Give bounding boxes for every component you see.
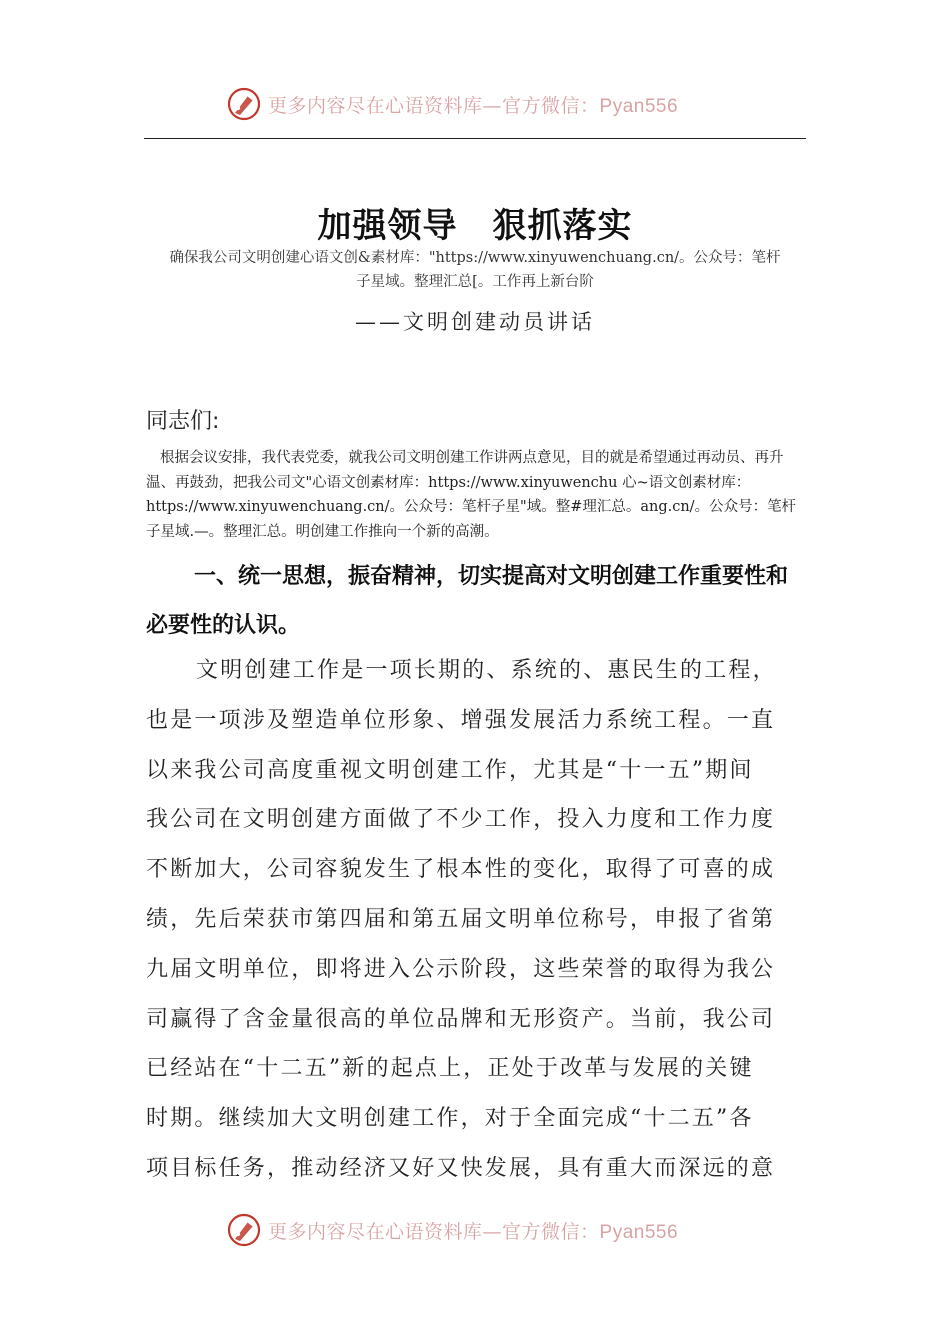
- body-line: 项目标任务，推动经济又好又快发展，具有重大而深远的意: [146, 1155, 776, 1181]
- body-line: 司赢得了含金量很高的单位品牌和无形资产。当前，我公司: [146, 1006, 776, 1032]
- speech-subtitle: ——文明创建动员讲话: [355, 310, 595, 334]
- pen-nib-logo-icon: [226, 1212, 262, 1248]
- footer-banner-label: 更多内容尽在心语资料库—官方微信：: [268, 1220, 600, 1243]
- body-paragraph: [146, 646, 808, 1194]
- footer-banner-text: [268, 1217, 678, 1244]
- greeting: 同志们:: [146, 409, 220, 434]
- header-banner-label: 更多内容尽在心语资料库—官方微信：: [268, 94, 600, 117]
- intro-paragraph: 根据会议安排，我代表党委，就我公司文明创建工作讲两点意见，目的就是希望通过再动员、再升温、再鼓劲，把我公司文"心语文创素材库：https://www.xinyuwenchu 心~语文创素材库：https://www.xinyuwenchuang.cn/。公众号：笔杆子星"域。整#理汇总。ang.cn/。公众号：笔杆子星域.—。整理汇总。明创建工作推向一个新的高潮。: [146, 450, 797, 540]
- body-line: 时期。继续加大文明创建工作，对于全面完成“十二五”各: [146, 1106, 754, 1132]
- header-banner-text: [268, 91, 678, 118]
- footer-banner: [226, 1210, 678, 1250]
- body-line: 以来我公司高度重视文明创建工作，尤其是“十一五”期间: [146, 757, 754, 783]
- section-heading-1: 一、统一思想，振奋精神，切实提高对文明创建工作重要性和必要性的认识。: [146, 564, 789, 638]
- document-subtitle-small: [144, 246, 806, 294]
- subtitle-line-1: 确保我公司文明创建心语文创&素材库："https://www.xinyuwenchuang.cn/。公众号：笔杆: [169, 250, 781, 266]
- pen-nib-logo-icon: [226, 86, 262, 122]
- header-wechat-id: Pyan556: [599, 95, 679, 117]
- footer-wechat-id: Pyan556: [599, 1221, 679, 1243]
- body-line: 已经站在“十二五”新的起点上，正处于改革与发展的关键: [146, 1056, 754, 1082]
- subtitle-line-2: 子星域。整理汇总[。工作再上新台阶: [356, 274, 594, 290]
- body-line: 绩，先后荣获市第四届和第五届文明单位称号，申报了省第: [146, 906, 776, 932]
- body-line: 我公司在文明创建方面做了不少工作，投入力度和工作力度: [146, 807, 776, 833]
- body-line: 也是一项涉及塑造单位形象、增强发展活力系统工程。一直: [146, 707, 776, 733]
- body-line: 不断加大，公司容貌发生了根本性的变化，取得了可喜的成: [146, 857, 776, 883]
- document-title: 加强领导 狠抓落实: [317, 206, 633, 246]
- body-line: 文明创建工作是一项长期的、系统的、惠民生的工程，: [196, 658, 777, 683]
- header-banner: [226, 84, 678, 124]
- header-rule: [144, 138, 806, 139]
- body-line: 九届文明单位，即将进入公示阶段，这些荣誉的取得为我公: [146, 956, 776, 982]
